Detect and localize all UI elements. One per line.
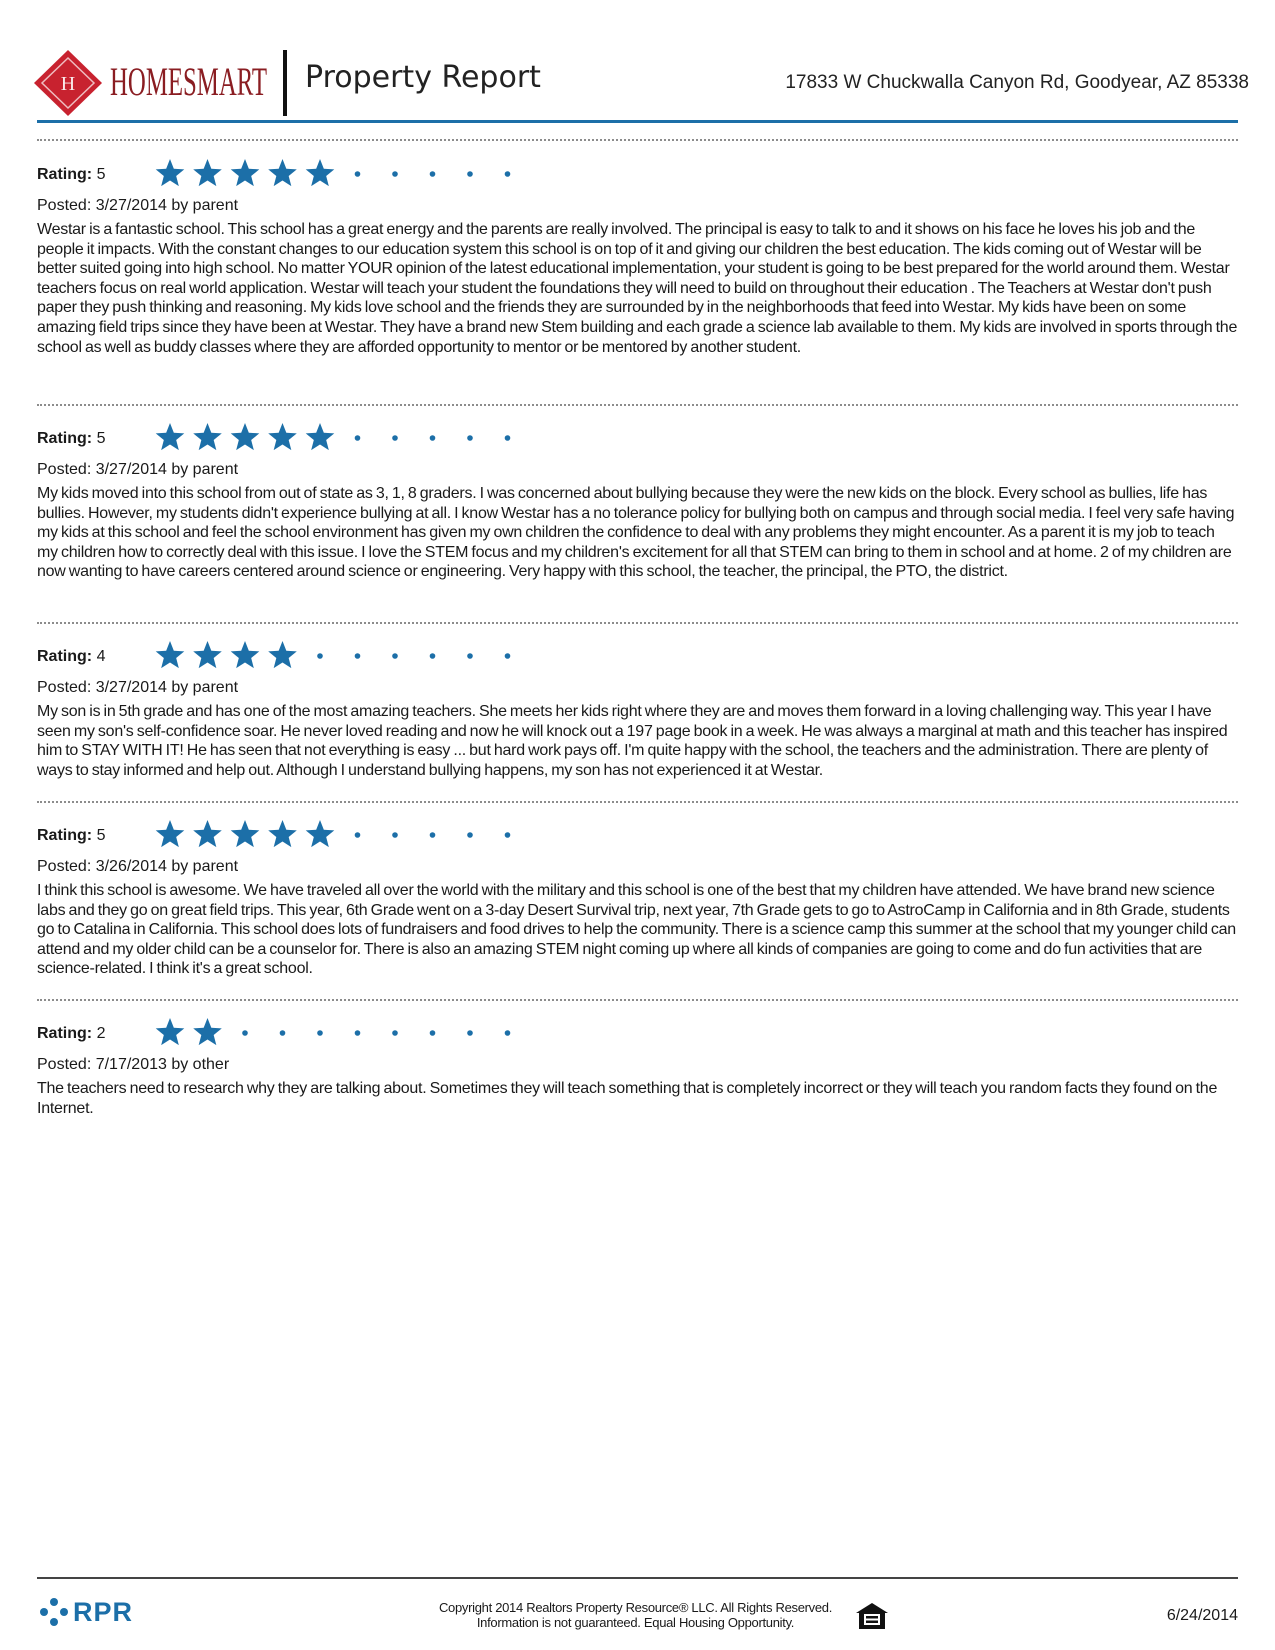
star-empty-dot bbox=[467, 1030, 473, 1036]
posted-info: Posted: 7/17/2013 by other bbox=[37, 1056, 230, 1073]
star-empty-dot bbox=[505, 653, 511, 659]
star-empty-dot bbox=[430, 653, 436, 659]
header-rule bbox=[37, 120, 1238, 123]
star-filled-icon bbox=[193, 423, 222, 450]
star-empty-dot bbox=[505, 832, 511, 838]
star-rating bbox=[152, 816, 532, 854]
star-filled-icon bbox=[231, 820, 260, 847]
review-text: My kids moved into this school from out of state as 3, 1, 8 graders. I was concerned about bullying because they were the new kids on the block. Every school as bullies, life has bullies. However, my students didn't experience bullying at all. I know Westar has a no tolerance policy for bullying both on campus and through social media. I feel very safe having my kids at this school and feel the school environment has given my own children the confidence to deal with any problems they might encounter. As a parent it is my job to teach my children how to correctly deal with this issue. I love the STEM focus and my children's excitement for all that STEM can bring to them in school and at home. 2 of my children are now wanting to have careers centered around science or engineering. Very happy with this school, the teacher, the principal, the PTO, the district. bbox=[37, 485, 1235, 581]
rating-label: Rating: 5 bbox=[37, 827, 106, 844]
section-divider bbox=[37, 622, 1238, 624]
star-filled-icon bbox=[306, 423, 335, 450]
star-rating bbox=[152, 155, 532, 193]
star-empty-dot bbox=[355, 1030, 361, 1036]
section-divider bbox=[37, 999, 1238, 1001]
star-filled-icon bbox=[156, 1018, 185, 1045]
footer-rule bbox=[37, 1577, 1238, 1579]
star-filled-icon bbox=[156, 641, 185, 668]
rating-value: 5 bbox=[96, 430, 106, 447]
section-divider bbox=[37, 139, 1238, 141]
rating-value: 5 bbox=[96, 166, 106, 183]
star-filled-icon bbox=[156, 423, 185, 450]
rpr-brand: RPR bbox=[73, 1597, 134, 1627]
star-empty-dot bbox=[317, 1030, 323, 1036]
copyright-notice bbox=[0, 1600, 1275, 1630]
star-empty-dot bbox=[430, 435, 436, 441]
star-filled-icon bbox=[231, 423, 260, 450]
review-item bbox=[37, 1014, 1238, 1118]
star-empty-dot bbox=[392, 653, 398, 659]
review-item bbox=[37, 637, 1238, 780]
star-empty-dot bbox=[505, 435, 511, 441]
star-empty-dot bbox=[430, 832, 436, 838]
star-empty-dot bbox=[392, 171, 398, 177]
equal-housing-icon bbox=[854, 1601, 890, 1631]
rating-value: 5 bbox=[96, 827, 106, 844]
rating-label: Rating: 5 bbox=[37, 166, 106, 183]
star-empty-dot bbox=[505, 171, 511, 177]
star-rating bbox=[152, 637, 532, 675]
section-divider bbox=[37, 801, 1238, 803]
section-divider bbox=[37, 404, 1238, 406]
rating-row bbox=[37, 637, 1238, 675]
star-empty-dot bbox=[505, 1030, 511, 1036]
star-empty-dot bbox=[392, 832, 398, 838]
star-filled-icon bbox=[193, 820, 222, 847]
rating-value: 4 bbox=[96, 648, 106, 665]
star-empty-dot bbox=[467, 435, 473, 441]
star-filled-icon bbox=[306, 820, 335, 847]
star-rating bbox=[152, 419, 532, 457]
star-filled-icon bbox=[156, 820, 185, 847]
star-filled-icon bbox=[231, 641, 260, 668]
rating-row bbox=[37, 1014, 1238, 1052]
star-rating bbox=[152, 1014, 532, 1052]
star-empty-dot bbox=[317, 653, 323, 659]
rating-label: Rating: 4 bbox=[37, 648, 106, 665]
review-item bbox=[37, 155, 1238, 357]
star-empty-dot bbox=[430, 1030, 436, 1036]
star-empty-dot bbox=[355, 435, 361, 441]
posted-info: Posted: 3/27/2014 by parent bbox=[37, 461, 239, 478]
review-item bbox=[37, 816, 1238, 979]
review-text: I think this school is awesome. We have traveled all over the world with the military and this school is one of the best that my children have attended. We have brand new science labs and they go on great field trips. This year, 6th Grade went on a 3-day Desert Survival trip, next year, 7th Grade gets to go to AstroCamp in California and in 8th Grade, students go to Catalina in California. This school does lots of fundraisers and food drives to help the community. There is a science camp this summer at the school that my younger child can attend and my older child can be a counselor for. There is also an amazing STEM night coming up where all kinds of companies are going to come and do fun activities that are science-related. I think it's a great school. bbox=[37, 882, 1236, 978]
star-empty-dot bbox=[467, 653, 473, 659]
posted-info: Posted: 3/27/2014 by parent bbox=[37, 197, 239, 214]
star-empty-dot bbox=[355, 171, 361, 177]
posted-info: Posted: 3/26/2014 by parent bbox=[37, 858, 239, 875]
star-filled-icon bbox=[306, 159, 335, 186]
rating-label: Rating: 5 bbox=[37, 430, 106, 447]
property-address: 17833 W Chuckwalla Canyon Rd, Goodyear, AZ 85338 bbox=[785, 72, 1249, 93]
star-empty-dot bbox=[355, 832, 361, 838]
rating-row bbox=[37, 155, 1238, 193]
star-empty-dot bbox=[430, 171, 436, 177]
header-divider bbox=[283, 50, 287, 116]
star-filled-icon bbox=[231, 159, 260, 186]
star-filled-icon bbox=[268, 423, 297, 450]
review-item bbox=[37, 419, 1238, 582]
svg-text:H: H bbox=[60, 73, 76, 95]
page-title: Property Report bbox=[305, 60, 541, 95]
star-empty-dot bbox=[280, 1030, 286, 1036]
rating-label: Rating: 2 bbox=[37, 1025, 106, 1042]
star-empty-dot bbox=[467, 832, 473, 838]
star-empty-dot bbox=[355, 653, 361, 659]
posted-info: Posted: 3/27/2014 by parent bbox=[37, 679, 239, 696]
review-text: Westar is a fantastic school. This school has a great energy and the parents are really involved. The principal is easy to talk to and it shows on his face he loves his job and the people it impacts. With the constant changes to our education system this school is on top of it and giving our children the best education. The kids coming out of Westar will be better suited going into high school. No matter YOUR opinion of the latest educational implementation, your student is going to be best prepared for the world around them. Westar teachers focus on real world application. Westar will teach your student the foundations they will need to build on throughout their education . The Teachers at Westar don't push paper they push thinking and reasoning. My kids love school and the friends they are surrounded by in the neighborhoods that feed into Westar. My kids have been on some amazing field trips since they have been at Westar. They have a brand new Stem building and each grade a science lab available to them. My kids are involved in sports through the school as well as buddy classes where they are afforded opportunity to mentor or be mentored by another student. bbox=[37, 221, 1238, 356]
star-empty-dot bbox=[242, 1030, 248, 1036]
star-filled-icon bbox=[193, 1018, 222, 1045]
star-filled-icon bbox=[268, 820, 297, 847]
star-filled-icon bbox=[268, 159, 297, 186]
rating-row bbox=[37, 816, 1238, 854]
rating-row bbox=[37, 419, 1238, 457]
copyright-line: Copyright 2014 Realtors Property Resource® LLC. All Rights Reserved. bbox=[438, 1600, 833, 1615]
report-date: 6/24/2014 bbox=[1166, 1607, 1238, 1624]
disclaimer-line: Information is not guaranteed. Equal Housing Opportunity. bbox=[476, 1615, 795, 1630]
logo-wordmark: HOMESMART bbox=[110, 59, 267, 104]
rating-value: 2 bbox=[96, 1025, 106, 1042]
review-text: The teachers need to research why they are talking about. Sometimes they will teach something that is completely incorrect or they will teach you random facts they found on the Internet. bbox=[37, 1080, 1218, 1117]
star-filled-icon bbox=[193, 641, 222, 668]
review-text: My son is in 5th grade and has one of the most amazing teachers. She meets her kids right where they are and moves them forward in a loving challenging way. This year I have seen my son's self-confidence soar. He never loved reading and now he will knock out a 197 page book in a week. He was always a marginal at math and this teacher has inspired him to STAY WITH IT! He has seen that not everything is easy ... but hard work pays off. I'm quite happy with the school, the teachers and the administration. There are plenty of ways to stay informed and help out. Although I understand bullying happens, my son has not experienced it at Westar. bbox=[37, 703, 1228, 779]
star-empty-dot bbox=[392, 1030, 398, 1036]
star-filled-icon bbox=[193, 159, 222, 186]
star-empty-dot bbox=[392, 435, 398, 441]
star-empty-dot bbox=[467, 171, 473, 177]
star-filled-icon bbox=[268, 641, 297, 668]
star-filled-icon bbox=[156, 159, 185, 186]
